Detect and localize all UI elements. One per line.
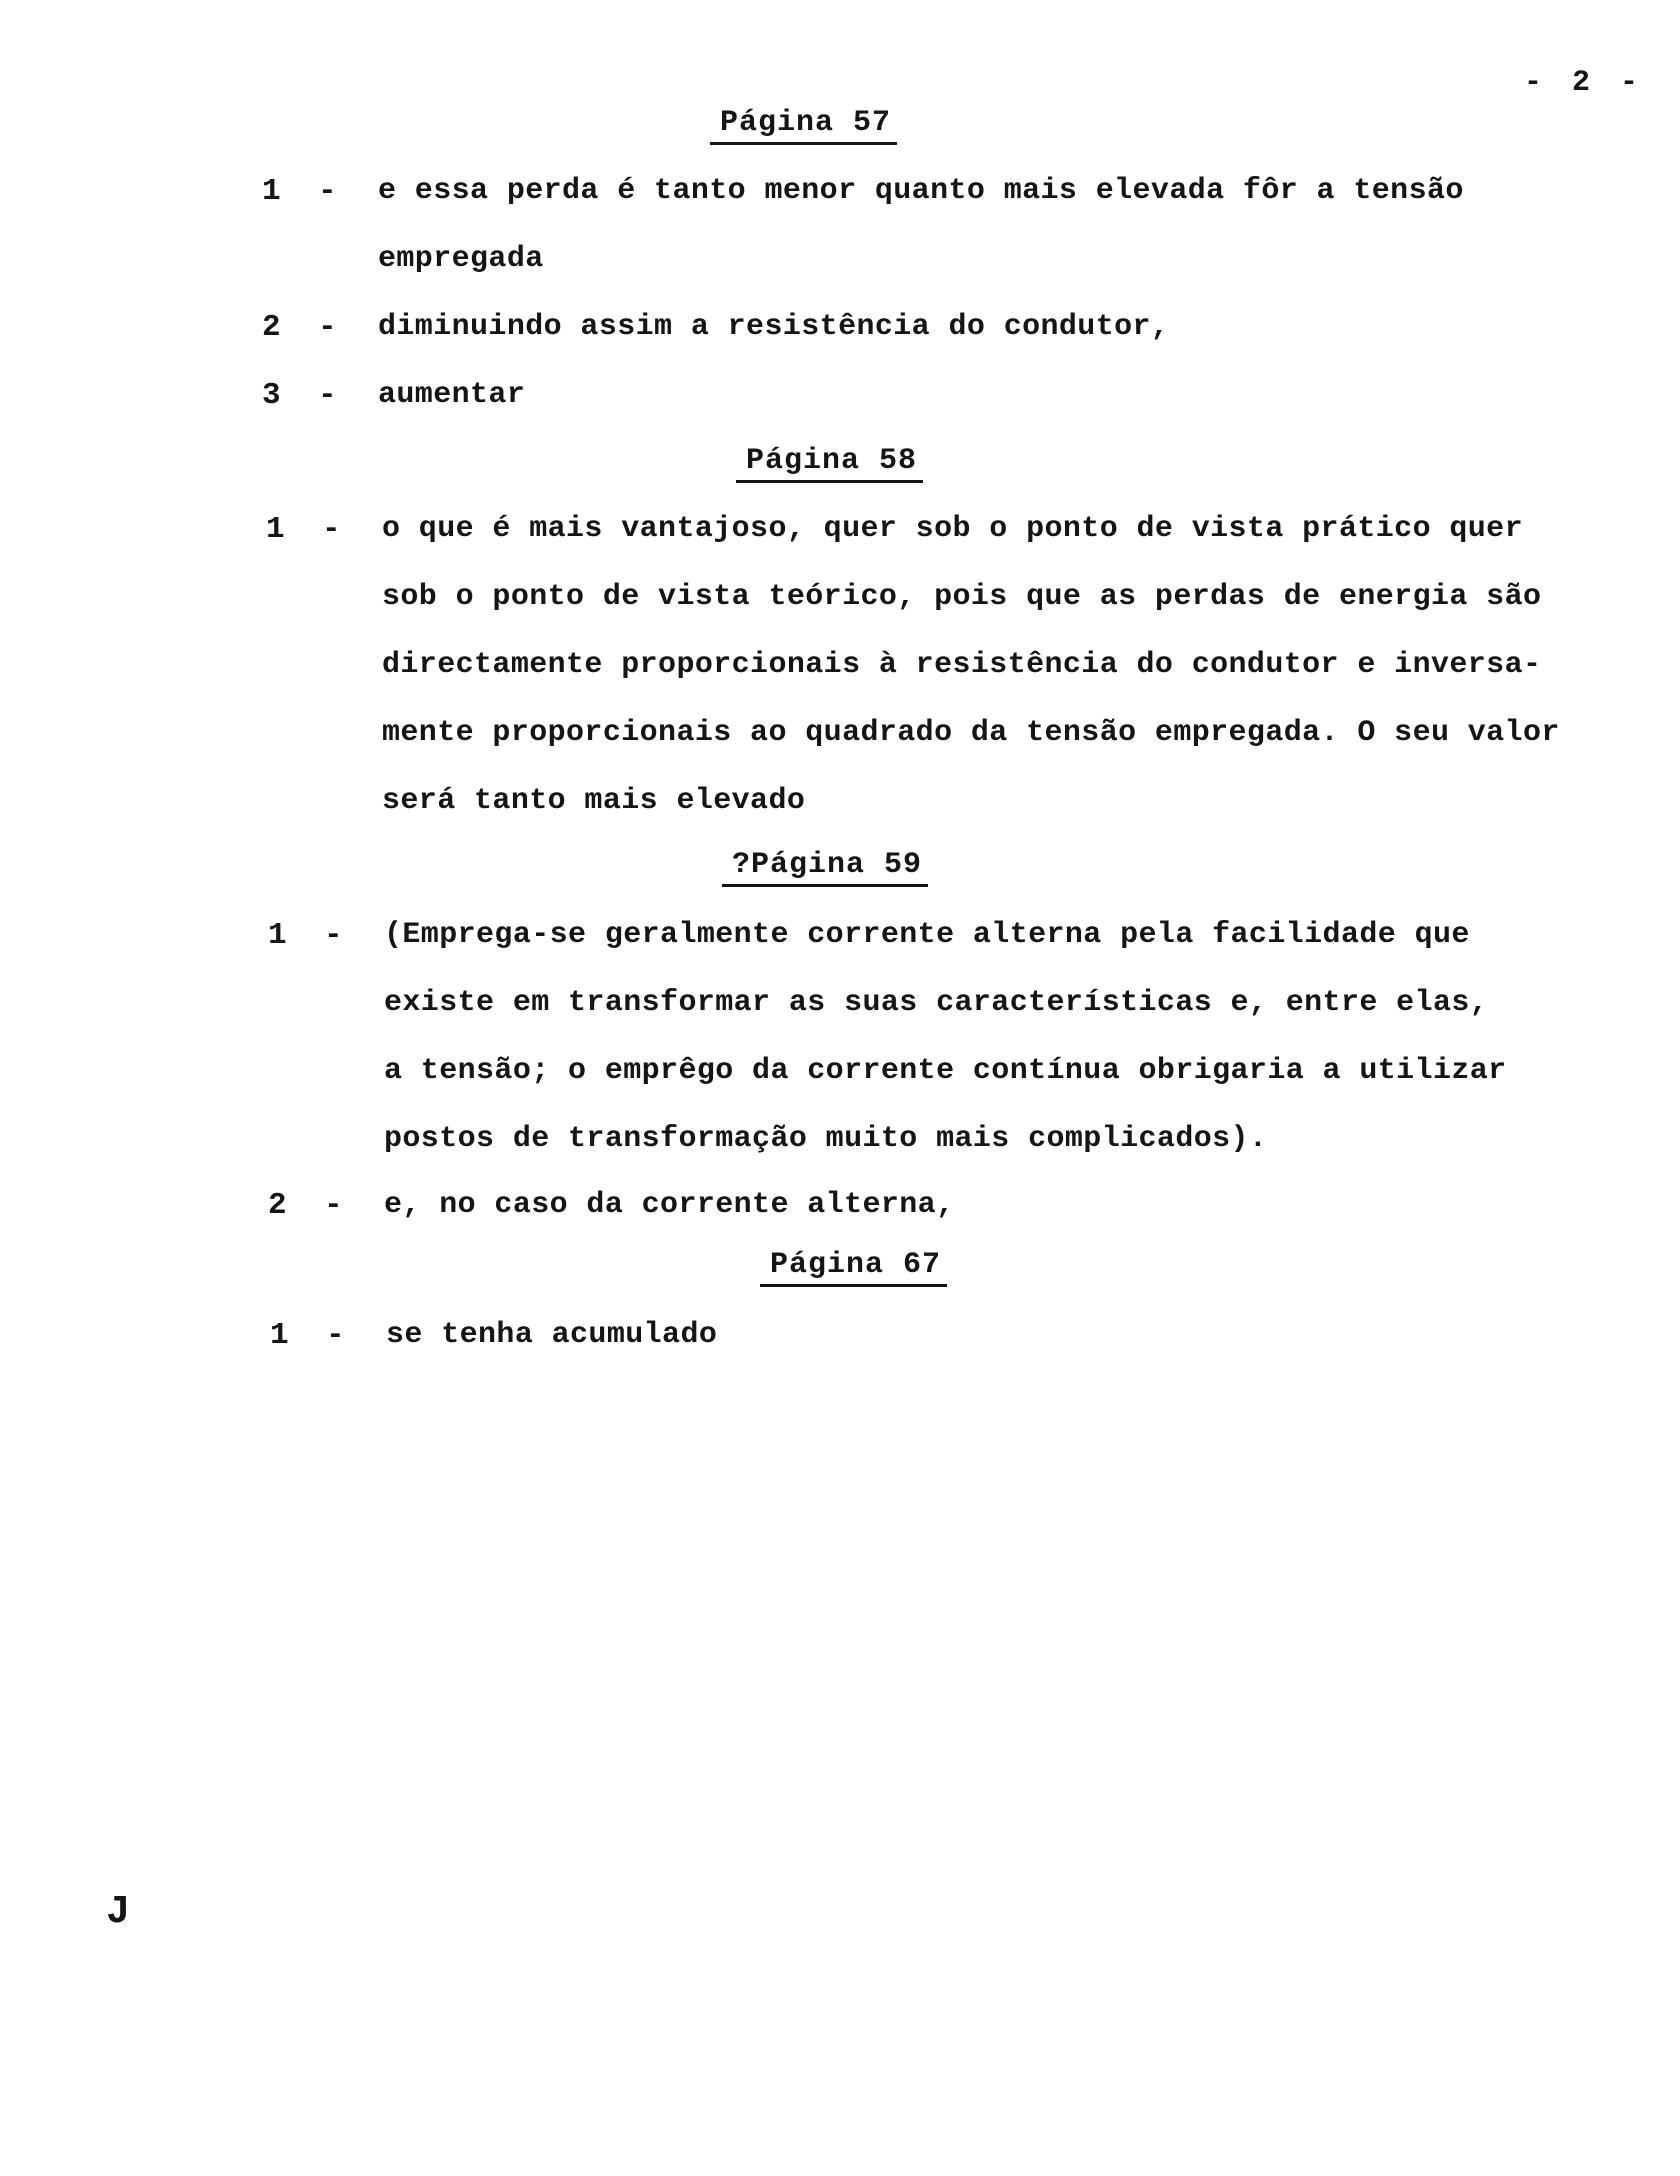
item-number: 3 (262, 378, 281, 413)
item-text-line: directamente proporcionais à resistência do condutor e inversa- (382, 648, 1542, 682)
margin-mark: J (106, 1890, 131, 1935)
item-text-line: empregada (378, 242, 544, 276)
item-text-line: será tanto mais elevado (382, 784, 806, 818)
item-text-line: existe em transformar as suas características e, entre elas, (384, 986, 1489, 1020)
item-dash: - (324, 918, 343, 953)
item-dash: - (318, 174, 337, 209)
item-text-line: postos de transformação muito mais complicados). (384, 1122, 1268, 1156)
item-text-line: se tenha acumulado (386, 1318, 718, 1352)
item-number: 1 (262, 174, 281, 209)
section-heading-67: Página 67 (760, 1248, 947, 1287)
page-number: - 2 - (1523, 66, 1644, 100)
item-text-line: sob o ponto de vista teórico, pois que as perdas de energia são (382, 580, 1542, 614)
item-number: 2 (262, 310, 281, 345)
item-number: 1 (268, 918, 287, 953)
item-number: 1 (266, 512, 285, 547)
item-number: 1 (270, 1318, 289, 1353)
item-text-line: mente proporcionais ao quadrado da tensão empregada. O seu valor (382, 716, 1560, 750)
section-heading-59: ?Página 59 (722, 848, 928, 887)
section-heading-57: Página 57 (710, 106, 897, 145)
item-text-line: e, no caso da corrente alterna, (384, 1188, 955, 1222)
item-text-line: e essa perda é tanto menor quanto mais elevada fôr a tensão (378, 174, 1464, 208)
item-number: 2 (268, 1188, 287, 1223)
item-text-line: o que é mais vantajoso, quer sob o ponto de vista prático quer (382, 512, 1523, 546)
item-dash: - (324, 1188, 343, 1223)
section-heading-58: Página 58 (736, 444, 923, 483)
item-text-line: diminuindo assim a resistência do condutor, (378, 310, 1170, 344)
item-dash: - (326, 1318, 345, 1353)
item-dash: - (318, 378, 337, 413)
item-text-line: (Emprega-se geralmente corrente alterna pela facilidade que (384, 918, 1470, 952)
item-text-line: a tensão; o emprêgo da corrente contínua obrigaria a utilizar (384, 1054, 1507, 1088)
item-dash: - (322, 512, 341, 547)
item-text-line: aumentar (378, 378, 526, 412)
item-dash: - (318, 310, 337, 345)
